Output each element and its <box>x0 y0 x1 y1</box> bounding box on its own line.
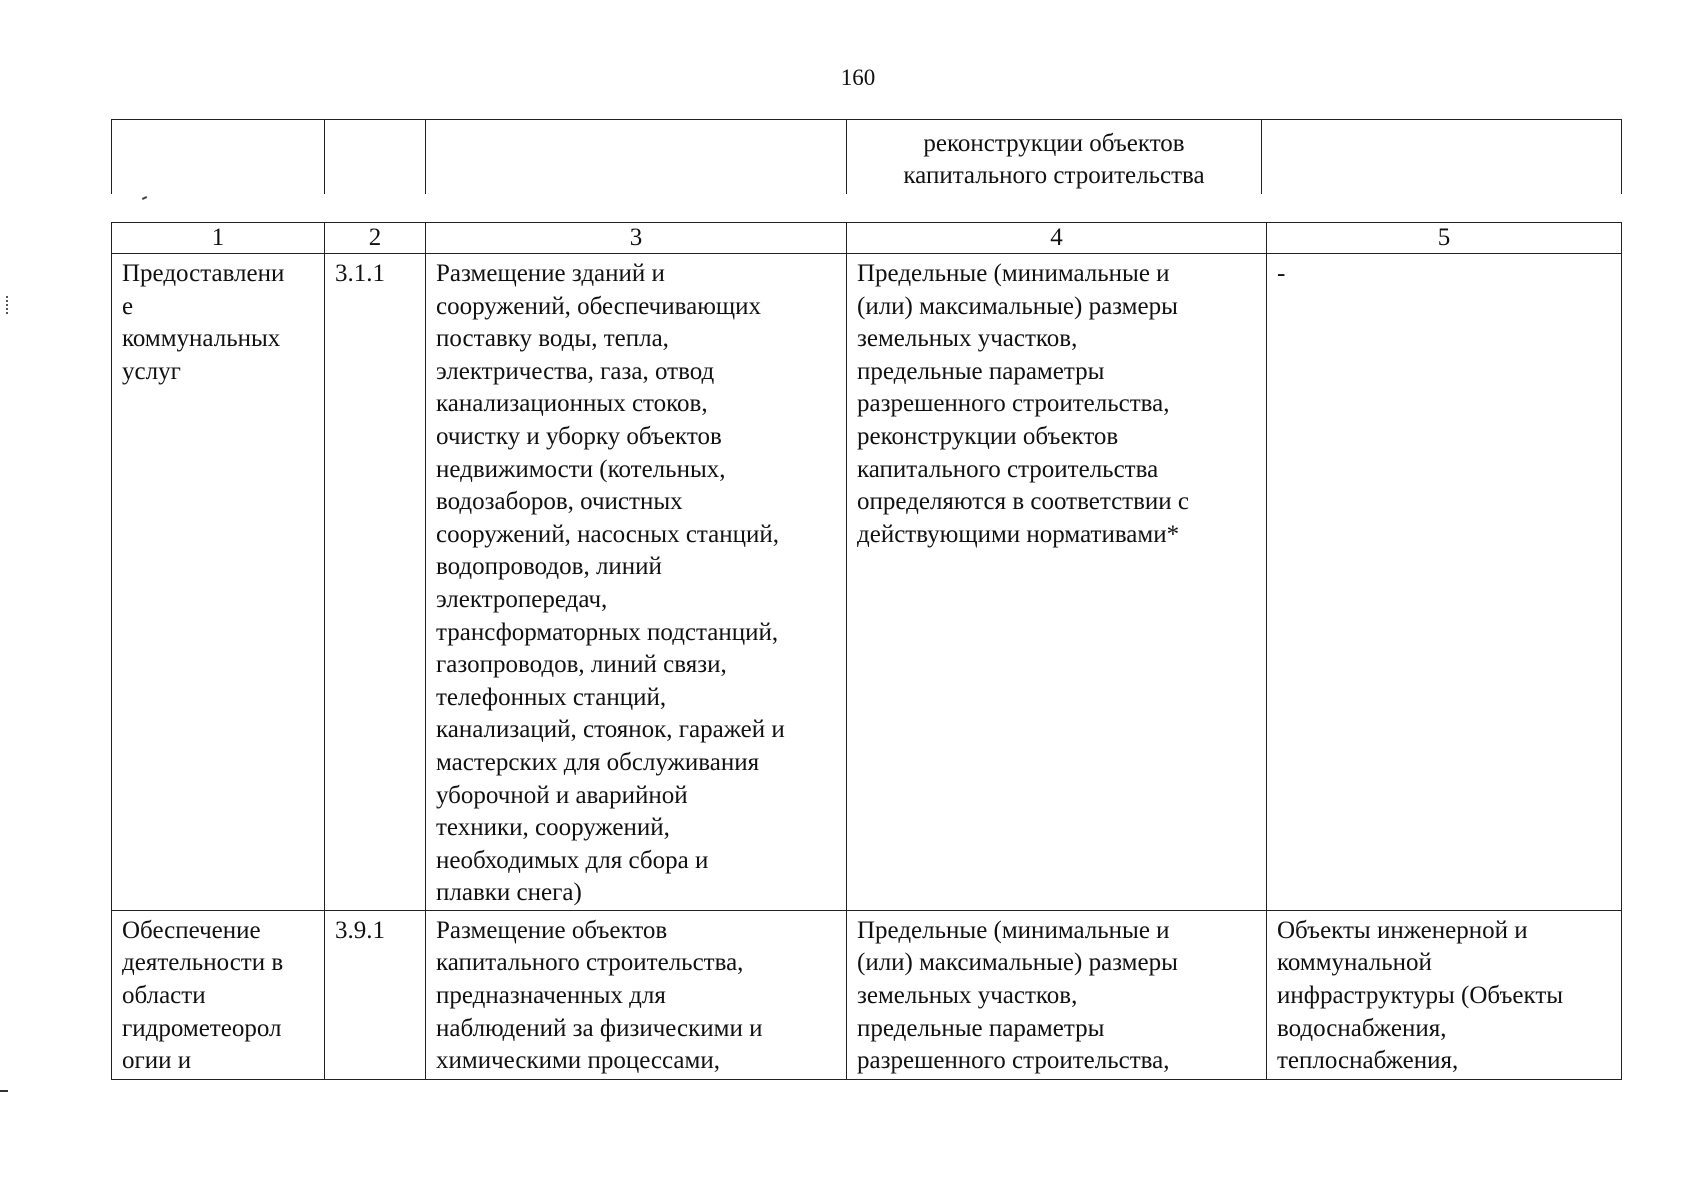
scan-mark <box>142 196 147 200</box>
column-header-3: 3 <box>426 223 847 254</box>
table-row <box>112 910 1622 1079</box>
fragment-cell-4: реконструкции объектов капитального строительства <box>847 120 1262 195</box>
page-number: 160 <box>840 65 876 90</box>
margin-mark <box>6 296 10 314</box>
use-type-notes: Объекты инженерной и коммунальной инфраструктуры (Объекты водоснабжения, теплоснабжения, <box>1267 910 1622 1079</box>
column-header-2: 2 <box>325 223 426 254</box>
use-type-description: Размещение зданий и сооружений, обеспечивающих поставку воды, тепла, электричества, газа, отвод канализационных стоков, очистку и уборку объектов недвижимости (котельных, водозаборов, очистных сооружений, насосных станций, водопроводов, линий электропередач, трансформаторных подстанций, газопроводов, линий связи, телефонных станций, канализаций, стоянок, гаражей и мастерских для обслуживания уборочной и аварийной техники, сооружений, необходимых для сбора и плавки снега) <box>426 254 847 911</box>
column-number-row <box>112 223 1622 254</box>
fragment-cell-5 <box>1262 120 1622 195</box>
use-type-parameters: Предельные (минимальные и (или) максимальные) размеры земельных участков, предельные параметры разрешенного строительства, <box>847 910 1267 1079</box>
fragment-cell-2 <box>325 120 426 195</box>
land-use-table <box>111 222 1622 1080</box>
fragment-cell-3 <box>426 120 847 195</box>
use-type-description: Размещение объектов капитального строительства, предназначенных для наблюдений за физическими и химическими процессами, <box>426 910 847 1079</box>
column-header-4: 4 <box>847 223 1267 254</box>
fragment-cell-1 <box>112 120 325 195</box>
use-type-notes: - <box>1267 254 1622 911</box>
use-type-name: Предоставлени е коммунальных услуг <box>112 254 325 911</box>
use-type-code: 3.9.1 <box>325 910 426 1079</box>
column-header-1: 1 <box>112 223 325 254</box>
fragment-row <box>112 120 1622 195</box>
use-type-code: 3.1.1 <box>325 254 426 911</box>
column-header-5: 5 <box>1267 223 1622 254</box>
table-row <box>112 254 1622 911</box>
use-type-parameters: Предельные (минимальные и (или) максимальные) размеры земельных участков, предельные параметры разрешенного строительства, реконструкции объектов капитального строительства определяются в соответствии с действующими нормативами* <box>847 254 1267 911</box>
margin-line <box>0 1090 8 1092</box>
use-type-name: Обеспечение деятельности в области гидрометеорол огии и <box>112 910 325 1079</box>
continued-table-fragment <box>111 119 1622 194</box>
